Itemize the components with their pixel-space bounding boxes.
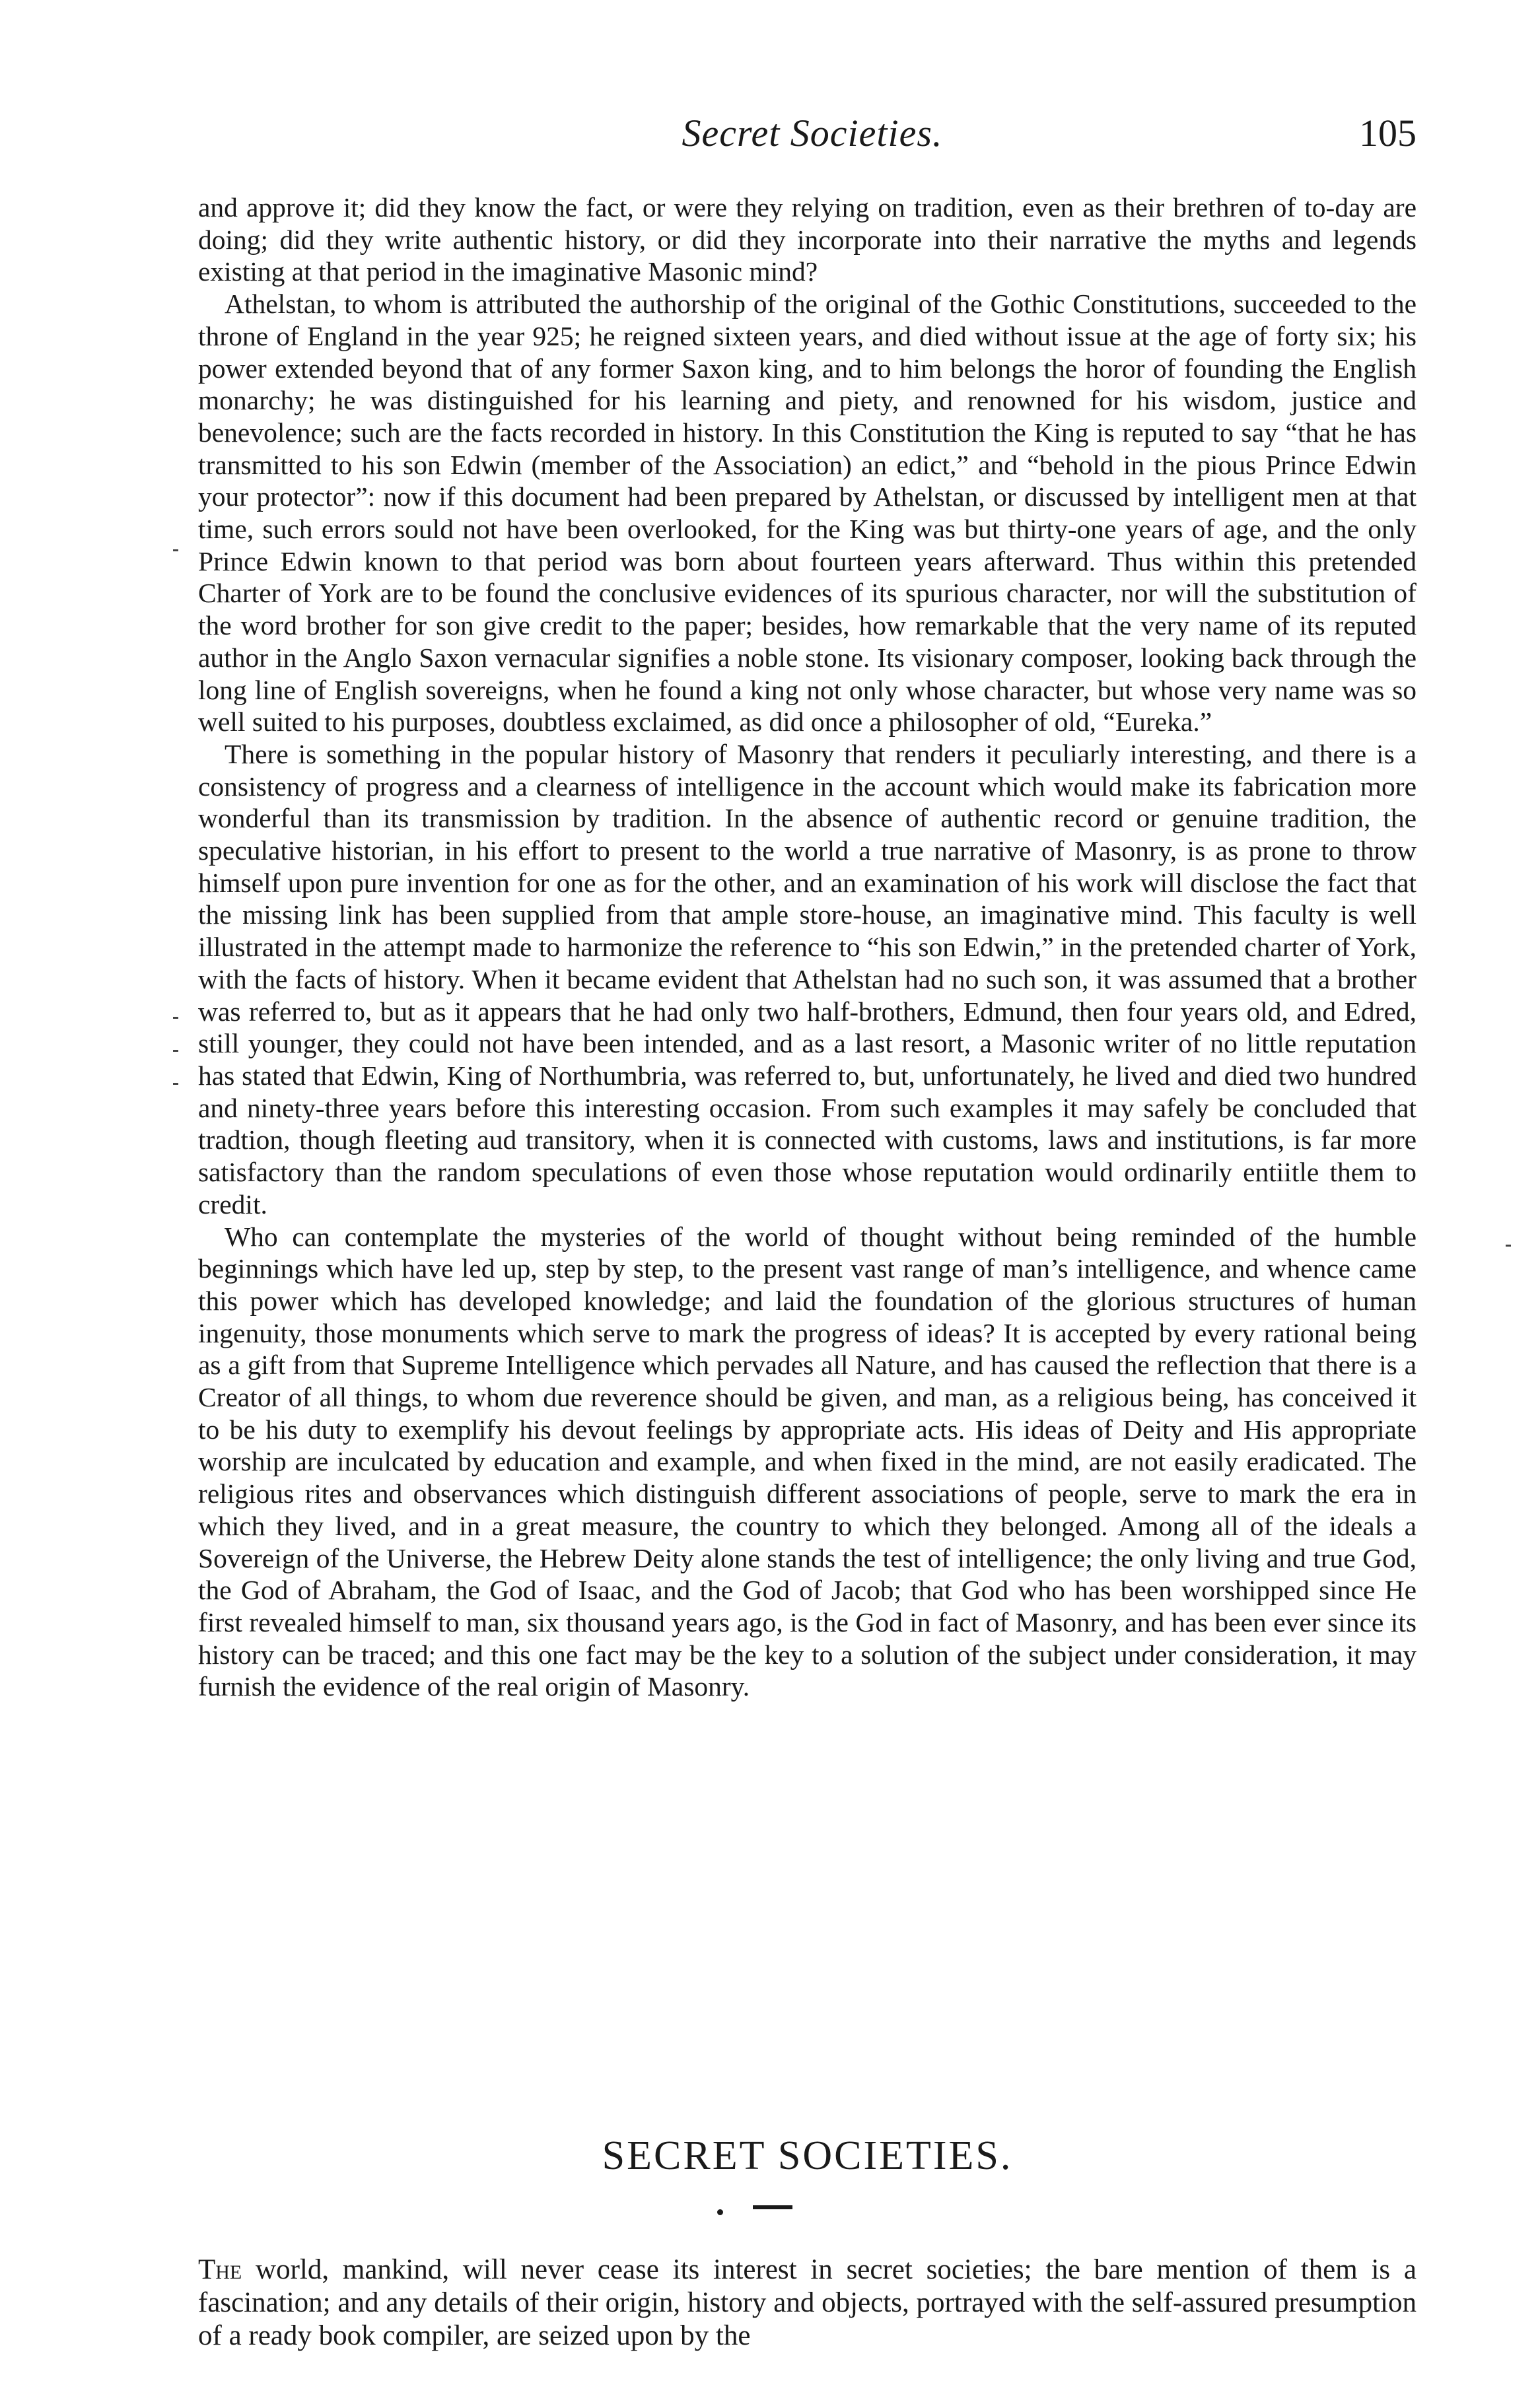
paragraph-continuation: and approve it; did they know the fact, or were they relying on tradition, even as their brethren of to-day are doing; did they write authentic history, or did they incorporate into their narrative the myths and legends existing at that period in the imaginative Masonic mind? [198,192,1417,287]
section-heading: SECRET SOCIETIES. [602,2133,1013,2178]
ornament-dot [717,2209,723,2215]
section-opening-text: world, mankind, will never cease its interest in secret societies; the bare mention of them is a fascination; and any details of their origin, history and objects, portrayed with the self-assured presumption of a ready book compiler, are seized upon by the [198,2254,1417,2351]
paragraph-athelstan: Athelstan, to whom is attributed the authorship of the original of the Gothic Constitutions, succeeded to the throne of England in the year 925; he reigned sixteen years, and died without issue at the age of forty six; his power extended beyond that of any former Saxon king, and to him belongs the horor of founding the English monarchy; he was distinguished for his learning and piety, and renowned for his wisdom, justice and benevolence; such are the facts recorded in history. In this Constitution the King is reputed to say “that he has transmitted to his son Edwin (member of the Association) an edict,” and “behold in the pious Prince Edwin your protector”: now if this document had been prepared by Athelstan, or discussed by intelligent men at that time, such errors sould not have been overlooked, for the King was but thirty-one years of age, and the only Prince Edwin known to that period was born about fourteen years afterward. Thus within this pretended Charter of York are to be found the conclusive evidences of its spurious character, nor will the substitution of the word brother for son give credit to the paper; besides, how remarkable that the very name of its reputed author in the Anglo Saxon vernacular signifies a noble stone. Its visionary composer, looking back through the long line of English sovereigns, when he found a king not only whose character, but whose very name was so well suited to his purposes, doubtless exclaimed, as did once a philosopher of old, “Eureka.” [198,289,1417,738]
running-head [198,111,1417,170]
ornament-rule [753,2205,792,2209]
section-opening-paragraph [198,2253,1417,2353]
page-number: 105 [1359,112,1417,155]
paragraph-mysteries-of-thought: Who can contemplate the mysteries of the world of thought without being reminded of the humble beginnings which have led up, step by step, to the present vast range of man’s intelligence, and whence came this power which has developed knowledge; and laid the foundation of the glorious structures of human ingenuity, those monuments which serve to mark the progress of ideas? It is accepted by every rational being as a gift from that Supreme Intelligence which pervades all Nature, and has caused the reflection that there is a Creator of all things, to whom due reverence should be given, and man, as a religious being, has conceived it to be his duty to exemplify his devout feelings by appropriate acts. His ideas of Deity and His appropriate worship are inculcated by education and example, and when fixed in the mind, are not easily eradicated. The religious rites and observances which distinguish different associations of people, serve to mark the era in which they lived, and in a great measure, the country to which they belonged. Among all of the ideals a Sovereign of the Universe, the Hebrew Deity alone stands the test of intelligence; the only living and true God, the God of Abraham, the God of Isaac, and the God of Jacob; that God who has been worshipped since He first revealed himself to man, six thousand years ago, is the God in fact of Masonry, and has been ever since its history can be traced; and this one fact may be the key to a solution of the subject under consideration, it may furnish the evidence of the real origin of Masonry. [198,1221,1417,1702]
margin-mark [173,1017,178,1019]
lead-word: The [198,2254,242,2285]
paragraph-popular-history: There is something in the popular history of Masonry that renders it peculiarly interesting, and there is a consistency of progress and a clearness of intelligence in the account which would make its fabrication more wonderful than its transmission by tradition. In the absence of authentic record or genuine tradition, the speculative historian, in his effort to present to the world a true narrative of Masonry, is as prone to throw himself upon pure invention for one as for the other, and an examination of his work will disclose the fact that the missing link has been supplied from that ample store-house, an imaginative mind. This faculty is well illustrated in the attempt made to harmonize the reference to “his son Edwin,” in the pretended charter of York, with the facts of history. When it became evident that Athelstan had no such son, it was assumed that a brother was referred to, but as it appears that he had only two half-brothers, Edmund, then four years old, and Edred, still younger, they could not have been intended, and as a last resort, a Masonic writer of no little reputation has stated that Edwin, King of Northumbria, was referred to, but, unfortunately, he lived and died two hundred and ninety-three years before this interesting occasion. From such examples it may safely be concluded that tradtion, though fleeting aud transitory, when it is connected with customs, laws and institutions, is far more satisfactory than the random speculations of even those whose reputation would ordinarily entiitle them to credit. [198,738,1417,1220]
running-title: Secret Societies. [682,112,943,155]
margin-mark [1506,1245,1511,1247]
margin-mark [173,1050,178,1052]
margin-mark [173,1083,178,1085]
margin-mark [173,549,178,551]
body-text [198,191,1417,1703]
